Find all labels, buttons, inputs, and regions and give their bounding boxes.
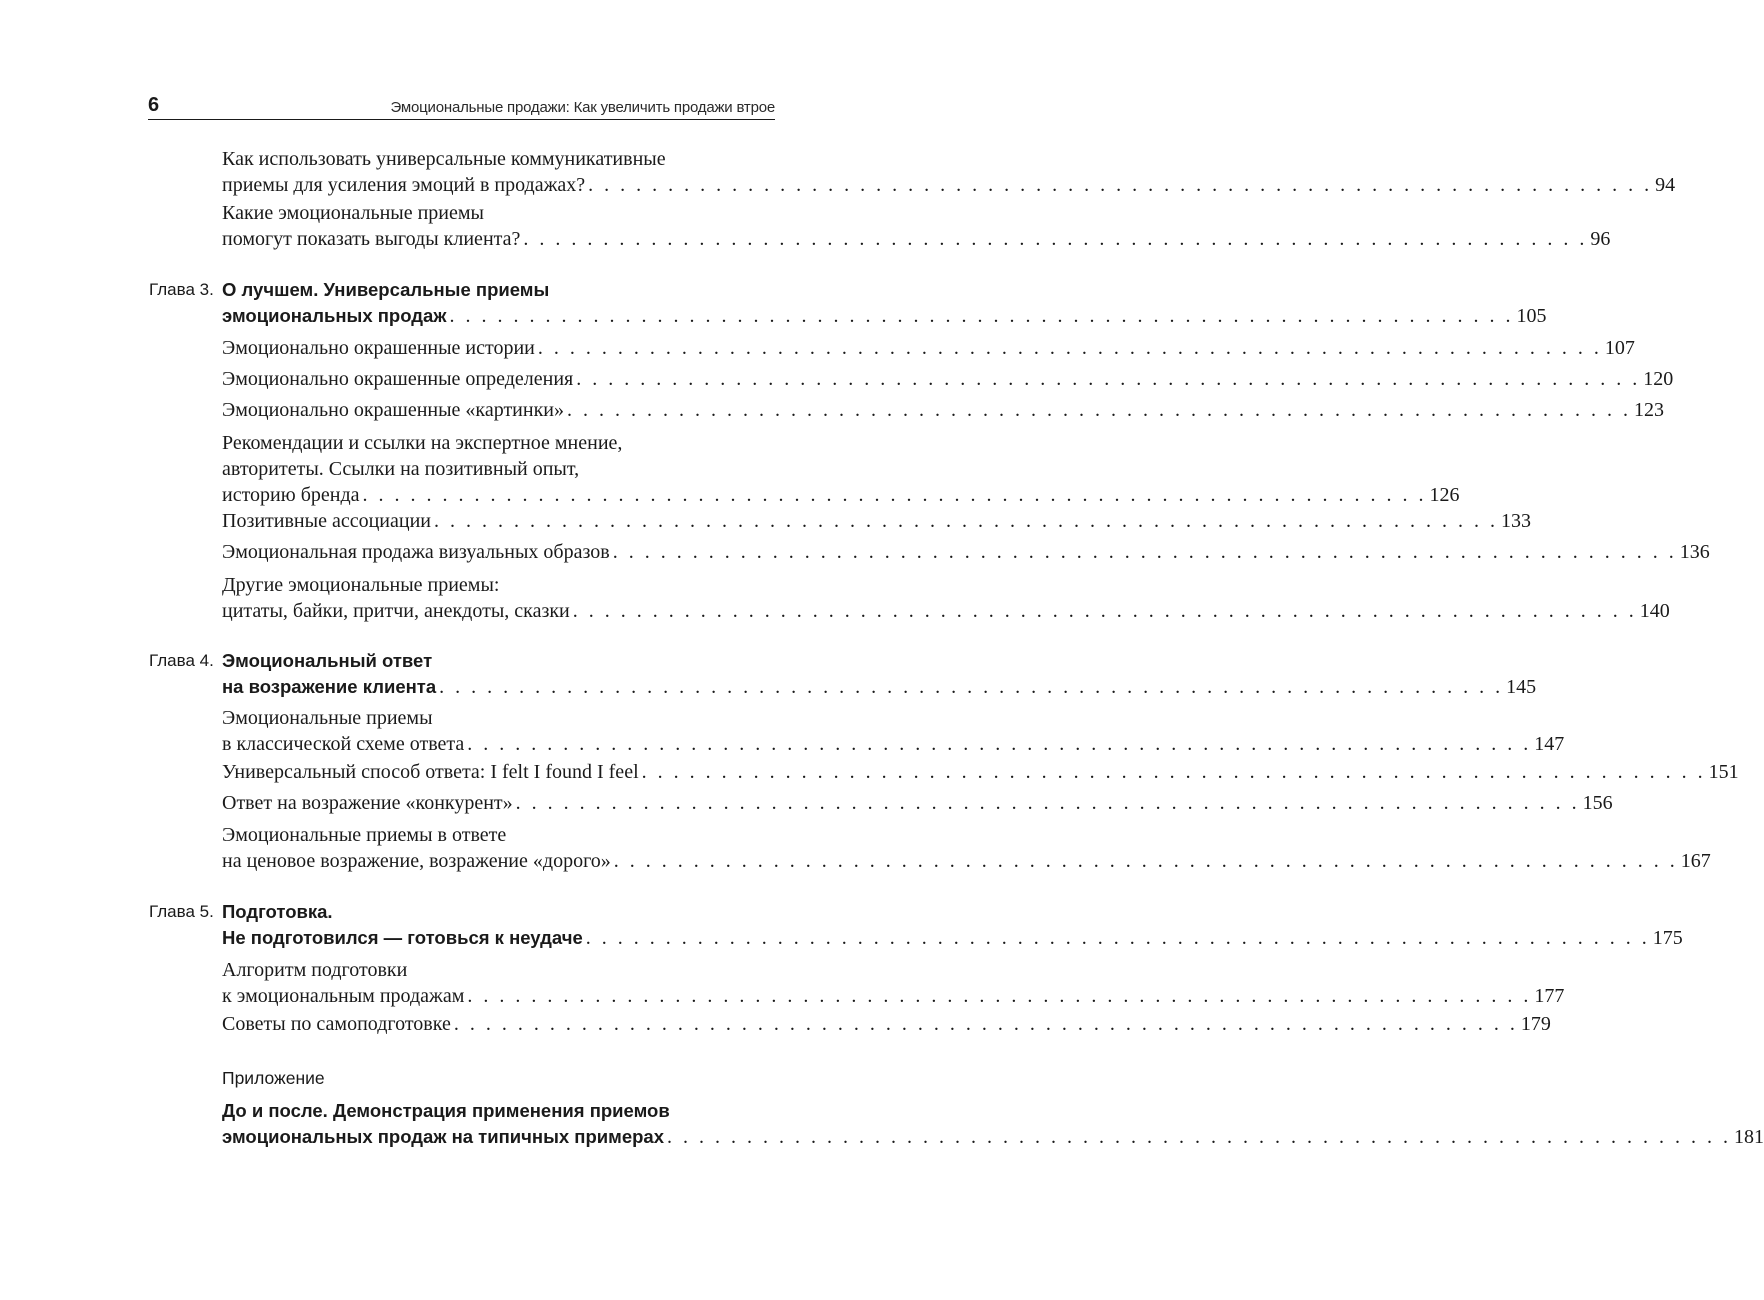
toc-line — [222, 1124, 1764, 1150]
running-title: Эмоциональные продажи: Как увеличить продажи втрое — [390, 99, 775, 116]
toc-line-text: в классической схеме ответа — [222, 733, 465, 755]
toc-line-text: эмоциональных продаж — [222, 305, 447, 326]
dot-leader: . . . . . . . . . . . . . . . . . . . . . . . . . . . . . . . . . . . . . . . . . . . . . . . . . . . . . . . . . . . . . . . . . . . — [667, 1126, 1731, 1148]
toc-line-text: на ценовое возражение, возражение «дорого» — [222, 850, 611, 872]
toc-page-number: 120 — [1643, 368, 1674, 390]
toc-entry — [222, 366, 1674, 392]
toc-line — [222, 648, 774, 674]
toc-page-number: 177 — [1534, 985, 1565, 1007]
appendix-title — [222, 1098, 1764, 1150]
toc-entry — [222, 146, 1676, 198]
toc-line — [222, 731, 1565, 757]
dot-leader: . . . . . . . . . . . . . . . . . . . . . . . . . . . . . . . . . . . . . . . . . . . . . . . . . . . . . . . . . . . . . . . . . . . — [362, 484, 1427, 506]
toc-line-text: Алгоритм подготовки — [222, 959, 408, 981]
dot-leader: . . . . . . . . . . . . . . . . . . . . . . . . . . . . . . . . . . . . . . . . . . . . . . . . . . . . . . . . . . . . . . . . . . . — [467, 733, 1532, 755]
dot-leader: . . . . . . . . . . . . . . . . . . . . . . . . . . . . . . . . . . . . . . . . . . . . . . . . . . . . . . . . . . . . . . . . . . . — [613, 850, 1678, 872]
toc-line-text: Рекомендации и ссылки на экспертное мнение, — [222, 432, 623, 454]
toc-line — [222, 790, 1613, 816]
dot-leader: . . . . . . . . . . . . . . . . . . . . . . . . . . . . . . . . . . . . . . . . . . . . . . . . . . . . . . . . . . . . . . . . . . . — [467, 985, 1532, 1007]
toc-line-text: на возражение клиента — [222, 676, 437, 697]
toc-page-number: 175 — [1652, 927, 1683, 949]
toc-line-text: Позитивные ассоциации — [222, 510, 431, 532]
toc-entry — [222, 200, 1611, 252]
chapter-title — [149, 648, 1537, 700]
toc-line — [222, 482, 1460, 508]
toc-line-text: Эмоциональный ответ — [222, 650, 433, 671]
running-header — [148, 93, 775, 120]
dot-leader: . . . . . . . . . . . . . . . . . . . . . . . . . . . . . . . . . . . . . . . . . . . . . . . . . . . . . . . . . . . . . . . . . . . — [453, 1013, 1518, 1035]
toc-line — [222, 899, 774, 925]
toc-line-text: Эмоционально окрашенные истории — [222, 337, 535, 359]
toc-entry — [222, 822, 1711, 874]
toc-line-text: Эмоционально окрашенные определения — [222, 368, 574, 390]
toc-line-text: До и после. Демонстрация применения приемов — [222, 1100, 670, 1121]
dot-leader: . . . . . . . . . . . . . . . . . . . . . . . . . . . . . . . . . . . . . . . . . . . . . . . . . . . . . . . . . . . . . . . . . . . — [588, 174, 1653, 196]
toc-page-number: 96 — [1590, 228, 1611, 250]
toc-entry — [222, 539, 1710, 565]
toc-line-text: Эмоциональная продажа визуальных образов — [222, 541, 610, 563]
toc-line-text: Советы по самоподготовке — [222, 1013, 451, 1035]
toc-line — [222, 1098, 774, 1124]
toc-page-number: 167 — [1680, 850, 1711, 872]
toc-entry — [222, 397, 1665, 423]
dot-leader: . . . . . . . . . . . . . . . . . . . . . . . . . . . . . . . . . . . . . . . . . . . . . . . . . . . . . . . . . . . . . . . . . . . — [585, 927, 1650, 949]
toc-line-text: Эмоциональные приемы в ответе — [222, 824, 507, 846]
toc-line-text: Ответ на возражение «конкурент» — [222, 792, 513, 814]
toc-page-number: 105 — [1516, 305, 1547, 327]
toc-entry — [222, 508, 1531, 534]
toc-line — [222, 572, 774, 598]
toc-line — [222, 957, 774, 983]
toc-line-text: О лучшем. Универсальные приемы — [222, 279, 550, 300]
toc-line-text: историю бренда — [222, 484, 360, 506]
chapter-label: Глава 4. — [149, 651, 214, 670]
toc-line — [222, 508, 1531, 534]
toc-line — [222, 430, 774, 456]
toc-line — [222, 200, 774, 226]
toc-entry — [222, 790, 1613, 816]
toc-line — [222, 1011, 1551, 1037]
toc-line-text: Как использовать универсальные коммуникативные — [222, 148, 666, 170]
toc-line-text: цитаты, байки, притчи, анекдоты, сказки — [222, 600, 570, 622]
toc-line-text: Подготовка. — [222, 901, 333, 922]
toc-line-text: Какие эмоциональные приемы — [222, 202, 484, 224]
dot-leader: . . . . . . . . . . . . . . . . . . . . . . . . . . . . . . . . . . . . . . . . . . . . . . . . . . . . . . . . . . . . . . . . . . . — [572, 600, 1637, 622]
toc-line — [222, 146, 774, 172]
dot-leader: . . . . . . . . . . . . . . . . . . . . . . . . . . . . . . . . . . . . . . . . . . . . . . . . . . . . . . . . . . . . . . . . . . . — [433, 510, 1498, 532]
chapter-label: Глава 5. — [149, 902, 214, 921]
toc-page-number: 140 — [1639, 600, 1670, 622]
toc-line — [222, 674, 1537, 700]
toc-line-text: Эмоционально окрашенные «картинки» — [222, 399, 565, 421]
toc-page-number: 145 — [1506, 676, 1537, 698]
toc-entry — [222, 572, 1670, 624]
toc-line-text: приемы для усиления эмоций в продажах? — [222, 174, 586, 196]
toc-line — [222, 277, 774, 303]
toc-entry — [222, 335, 1635, 361]
toc-line — [222, 925, 1683, 951]
toc-line — [222, 598, 1670, 624]
toc-line-text: Эмоциональные приемы — [222, 707, 433, 729]
toc-line — [222, 397, 1665, 423]
toc-line-text: Не подготовился — готовься к неудаче — [222, 927, 583, 948]
dot-leader: . . . . . . . . . . . . . . . . . . . . . . . . . . . . . . . . . . . . . . . . . . . . . . . . . . . . . . . . . . . . . . . . . . . — [523, 228, 1588, 250]
toc-page-number: 107 — [1604, 337, 1635, 359]
dot-leader: . . . . . . . . . . . . . . . . . . . . . . . . . . . . . . . . . . . . . . . . . . . . . . . . . . . . . . . . . . . . . . . . . . . — [576, 368, 1641, 390]
toc-line — [222, 226, 1611, 252]
toc-page-number: 123 — [1634, 399, 1665, 421]
toc-line — [222, 335, 1635, 361]
toc-line — [222, 366, 1674, 392]
toc-line — [222, 822, 774, 848]
toc-line-text: помогут показать выгоды клиента? — [222, 228, 521, 250]
toc-page-number: 147 — [1534, 733, 1565, 755]
chapter-title — [149, 899, 1683, 951]
toc-line — [222, 759, 1739, 785]
toc-page-number: 133 — [1500, 510, 1531, 532]
toc-line — [222, 983, 1565, 1009]
page-number: 6 — [148, 94, 160, 116]
toc-line-text: эмоциональных продаж на типичных примерах — [222, 1126, 664, 1147]
toc-page-number: 151 — [1708, 761, 1739, 783]
toc-line-text: Универсальный способ ответа: I felt I found I feel — [222, 761, 639, 783]
toc-page-number: 156 — [1582, 792, 1613, 814]
toc-entry — [222, 430, 1460, 508]
toc-entry — [222, 759, 1739, 785]
toc-page-number: 181 — [1734, 1126, 1764, 1148]
toc-page-number: 94 — [1655, 174, 1676, 196]
toc-line — [222, 456, 774, 482]
toc-line-text: Другие эмоциональные приемы: — [222, 574, 500, 596]
dot-leader: . . . . . . . . . . . . . . . . . . . . . . . . . . . . . . . . . . . . . . . . . . . . . . . . . . . . . . . . . . . . . . . . . . . — [449, 305, 1514, 327]
toc-entry — [222, 1011, 1551, 1037]
toc-page-number: 136 — [1679, 541, 1710, 563]
dot-leader: . . . . . . . . . . . . . . . . . . . . . . . . . . . . . . . . . . . . . . . . . . . . . . . . . . . . . . . . . . . . . . . . . . . — [641, 761, 1706, 783]
toc-entry — [222, 705, 1565, 757]
toc-line — [222, 303, 1547, 329]
toc-entry — [222, 957, 1565, 1009]
dot-leader: . . . . . . . . . . . . . . . . . . . . . . . . . . . . . . . . . . . . . . . . . . . . . . . . . . . . . . . . . . . . . . . . . . . — [567, 399, 1632, 421]
toc-line — [222, 539, 1710, 565]
toc-line-text: к эмоциональным продажам — [222, 985, 465, 1007]
dot-leader: . . . . . . . . . . . . . . . . . . . . . . . . . . . . . . . . . . . . . . . . . . . . . . . . . . . . . . . . . . . . . . . . . . . — [515, 792, 1580, 814]
appendix-label: Приложение — [222, 1068, 325, 1088]
toc-line — [222, 705, 774, 731]
chapter-title — [149, 277, 1547, 329]
toc-page-number: 126 — [1429, 484, 1460, 506]
toc-page-number: 179 — [1520, 1013, 1551, 1035]
dot-leader: . . . . . . . . . . . . . . . . . . . . . . . . . . . . . . . . . . . . . . . . . . . . . . . . . . . . . . . . . . . . . . . . . . . — [439, 676, 1504, 698]
chapter-label: Глава 3. — [149, 280, 214, 299]
toc-line-text: авторитеты. Ссылки на позитивный опыт, — [222, 458, 580, 480]
toc-line — [222, 172, 1676, 198]
toc-line — [222, 848, 1711, 874]
dot-leader: . . . . . . . . . . . . . . . . . . . . . . . . . . . . . . . . . . . . . . . . . . . . . . . . . . . . . . . . . . . . . . . . . . . — [537, 337, 1602, 359]
dot-leader: . . . . . . . . . . . . . . . . . . . . . . . . . . . . . . . . . . . . . . . . . . . . . . . . . . . . . . . . . . . . . . . . . . . — [612, 541, 1677, 563]
